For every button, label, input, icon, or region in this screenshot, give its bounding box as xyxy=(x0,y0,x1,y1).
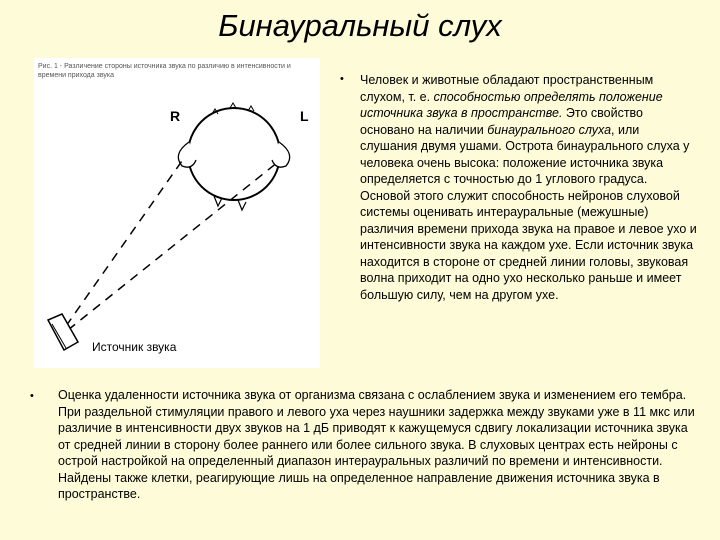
bullet-right: • xyxy=(340,73,344,85)
head-circle xyxy=(188,108,280,200)
bullet-bottom: • xyxy=(30,390,34,402)
head-diagram-figure xyxy=(34,58,320,368)
slide-title: Бинауральный слух xyxy=(218,8,502,43)
sound-source-speaker xyxy=(48,314,78,350)
bottom-paragraph: Оценка удаленности источника звука от организма связана с ослаблением звука и изменением его тембра. При раздельной стимуляции правого и левого уха через наушники задержка между звуками уже в 11 мкс или различие в интенсивности двух звуков на 1 дБ приводят к кажущемуся сдвигу локализации источника звука от средней линии в сторону более раннего или более сильного звука. В слуховых центрах есть нейроны с острой настройкой на определенный диапазон интерауральных различий по времени и интенсивности. Найдены также клетки, реагирующие лишь на определенное направление движения источника звука в пространстве. xyxy=(58,388,695,501)
right-paragraph: Человек и животные обладают пространственным слухом, т. е. способностью определять положение источника звука в пространстве. Это свойство основано на наличии бинаурального слуха, или слушания двумя ушами. Острота бинаурального слуха у человека очень высока: положение источника звука определяется с точностью до 1 углового градуса. Основой этого служит способность нейронов слуховой системы оценивать интерауральные (межушные) различия времени прихода звука на правое и левое ухо и интенсивности звука на каждом ухе. Если источник звука находится в стороне от средней линии головы, звуковая волна приходит на одно ухо несколько раньше и имеет большую силу, чем на другом ухе. xyxy=(360,73,697,302)
label-sound-source: Источник звука xyxy=(92,340,177,354)
label-l: L xyxy=(300,108,309,124)
figure-caption: Рис. 1 - Различение стороны источника звука по различию в интенсивности и времени прихода звука xyxy=(38,63,291,79)
sound-path-far xyxy=(68,162,278,330)
sound-path-near xyxy=(66,158,184,326)
label-r: R xyxy=(170,108,181,124)
head-diagram xyxy=(34,58,320,368)
